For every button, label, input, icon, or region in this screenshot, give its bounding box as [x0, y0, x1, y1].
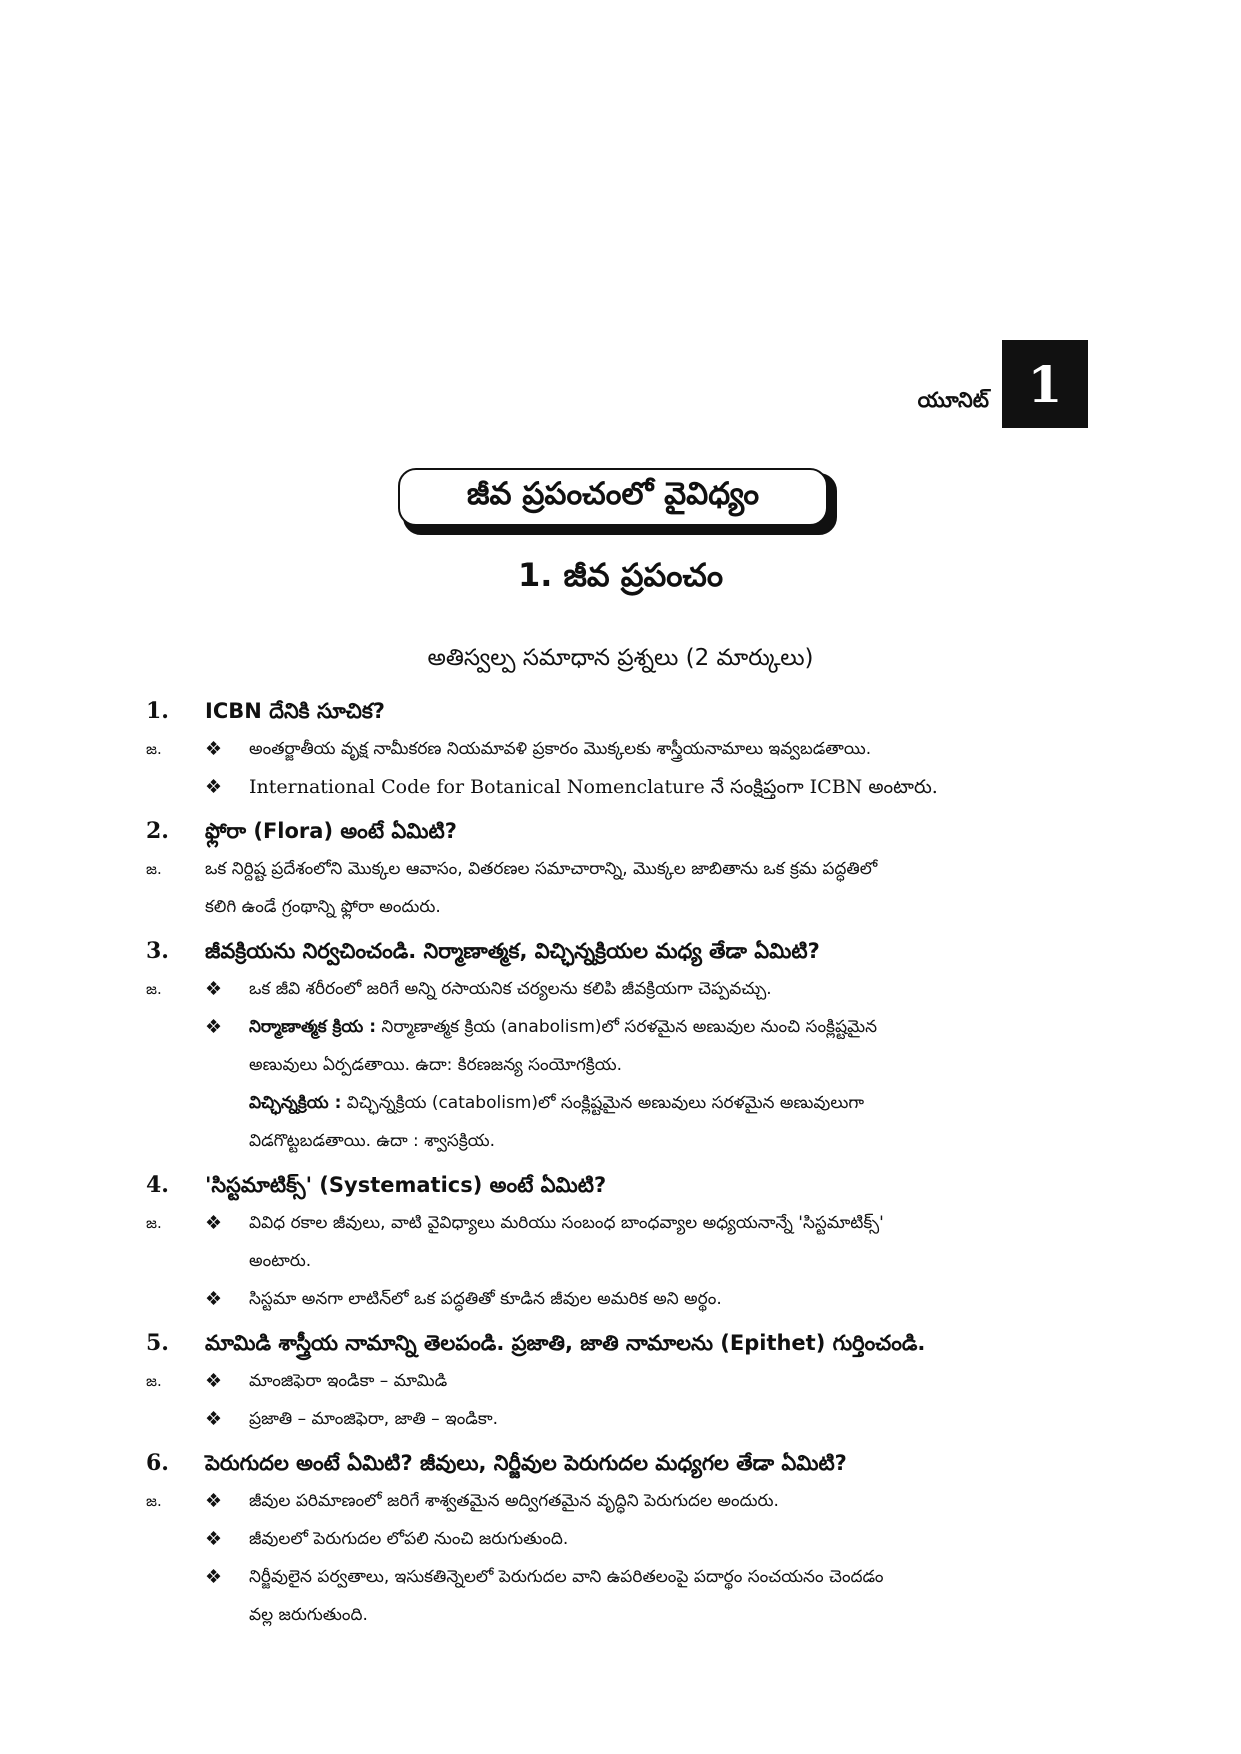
- answer-bullet: [146, 1558, 1088, 1596]
- question-text: మామిడి శాస్త్రీయ నామాన్ని తెలపండి. ప్రజాతి, జాతి నామాలను (Epithet) గుర్తించండి.: [205, 1331, 926, 1355]
- unit-number-box: 1: [1002, 340, 1088, 428]
- answer-text: అంటారు.: [249, 1251, 312, 1271]
- question-number: 4.: [146, 1172, 169, 1198]
- answer-text: కలిగి ఉండే గ్రంథాన్ని ఫ్లోరా అందురు.: [205, 897, 441, 917]
- answer-label: జ.: [146, 980, 162, 998]
- bullet-icon: ❖: [205, 1528, 223, 1550]
- question-5: [146, 1324, 1088, 1362]
- title-banner: [398, 468, 838, 532]
- bullet-icon: ❖: [205, 1408, 223, 1430]
- question-3: [146, 932, 1088, 970]
- question-text: 'సిస్టమాటిక్స్' (Systematics) అంటే ఏమిటి?: [205, 1173, 607, 1197]
- question-text: పెరుగుదల అంటే ఏమిటి? జీవులు, నిర్జీవుల పెరుగుదల మధ్యగల తేడా ఏమిటి?: [205, 1451, 847, 1475]
- answer-label: జ.: [146, 1214, 162, 1232]
- section-heading: అతిస్వల్ప సమాధాన ప్రశ్నలు (2 మార్కులు): [427, 645, 814, 671]
- answer-text: ఒక నిర్దిష్ట ప్రదేశంలోని మొక్కల ఆవాసం, వితరణల సమాచారాన్ని, మొక్కల జాబితాను ఒక క్రమ పద్ధతిలో: [205, 859, 878, 879]
- bullet-icon: ❖: [205, 776, 223, 798]
- answer-text: [249, 1008, 1088, 1046]
- question-number: 3.: [146, 938, 169, 964]
- answer-bullet: [146, 970, 1088, 1008]
- answer-bullet: [146, 1008, 1088, 1046]
- question-number: 6.: [146, 1450, 169, 1476]
- answer-line: [146, 888, 1088, 926]
- bullet-icon: ❖: [205, 1016, 223, 1038]
- term-catabolism: విచ్ఛిన్నక్రియ :: [249, 1093, 342, 1113]
- bullet-icon: ❖: [205, 1212, 223, 1234]
- answer-line: [146, 850, 1088, 888]
- answer-continuation: [146, 1596, 1088, 1634]
- answer-text: అణువులు ఏర్పడతాయి. ఉదా: కిరణజన్య సంయోగక్రియ.: [249, 1055, 623, 1075]
- question-list: [146, 686, 1088, 1634]
- question-6: [146, 1444, 1088, 1482]
- answer-text: మాంజిఫెరా ఇండికా – మామిడి: [249, 1371, 448, 1391]
- answer-bullet: [146, 1520, 1088, 1558]
- bullet-icon: ❖: [205, 738, 223, 760]
- answer-continuation: [146, 1122, 1088, 1160]
- answer-text: [249, 1084, 1088, 1122]
- answer-text: విడగొట్టబడతాయి. ఉదా : శ్వాసక్రియ.: [249, 1131, 496, 1151]
- bullet-icon: ❖: [205, 978, 223, 1000]
- answer-text: International Code for Botanical Nomenclature నే సంక్షిప్తంగా ICBN అంటారు.: [249, 776, 938, 798]
- answer-label: జ.: [146, 740, 162, 758]
- question-number: 1.: [146, 698, 169, 724]
- answer-bullet: [146, 1204, 1088, 1242]
- answer-bullet: [146, 1280, 1088, 1318]
- bullet-icon: ❖: [205, 1566, 223, 1588]
- answer-label: జ.: [146, 1492, 162, 1510]
- answer-text: జీవులలో పెరుగుదల లోపలి నుంచి జరుగుతుంది.: [249, 1529, 569, 1549]
- answer-text: నిర్జీవులైన పర్వతాలు, ఇసుకతిన్నెలలో పెరుగుదల వాని ఉపరితలంపై పదార్థం సంచయనం చెందడం: [249, 1567, 884, 1587]
- bullet-icon: ❖: [205, 1370, 223, 1392]
- question-text: ICBN దేనికి సూచిక?: [205, 699, 385, 723]
- chapter-heading: 1. జీవ ప్రపంచం: [517, 556, 724, 594]
- answer-text: ప్రజాతి – మాంజిఫెరా, జాతి – ఇండికా.: [249, 1409, 499, 1429]
- answer-text: ఒక జీవి శరీరంలో జరిగే అన్ని రసాయనిక చర్యలను కలిపి జీవక్రియగా చెప్పవచ్చు.: [249, 979, 772, 999]
- question-text: ఫ్లోరా (Flora) అంటే ఏమిటి?: [205, 819, 457, 843]
- term-anabolism: నిర్మాణాత్మక క్రియ :: [249, 1017, 377, 1037]
- question-number: 5.: [146, 1330, 169, 1356]
- question-4: [146, 1166, 1088, 1204]
- page-title: జీవ ప్రపంచంలో వైవిధ్యం: [398, 468, 828, 526]
- answer-text: జీవుల పరిమాణంలో జరిగే శాశ్వతమైన అద్విగతమైన వృద్ధిని పెరుగుదల అందురు.: [249, 1491, 779, 1511]
- answer-bullet: [146, 768, 1088, 806]
- answer-text: వివిధ రకాల జీవులు, వాటి వైవిధ్యాలు మరియు సంబంధ బాంధవ్యాల అధ్యయనాన్నే 'సిస్టమాటిక్స్': [249, 1213, 884, 1233]
- question-text: జీవక్రియను నిర్వచించండి. నిర్మాణాత్మక, విచ్ఛిన్నక్రియల మధ్య తేడా ఏమిటి?: [205, 939, 820, 963]
- answer-bullet: [146, 1400, 1088, 1438]
- bullet-icon: ❖: [205, 1288, 223, 1310]
- answer-continuation: [146, 1242, 1088, 1280]
- answer-text: అంతర్జాతీయ వృక్ష నామీకరణ నియమావళి ప్రకారం మొక్కలకు శాస్త్రీయనామాలు ఇవ్వబడతాయి.: [249, 739, 872, 759]
- answer-bullet: [146, 1482, 1088, 1520]
- answer-label: జ.: [146, 1372, 162, 1390]
- answer-continuation: [146, 1046, 1088, 1084]
- question-2: [146, 812, 1088, 850]
- answer-text: సిస్టమా అనగా లాటిన్‌లో ఒక పద్ధతితో కూడిన జీవుల అమరిక అని అర్థం.: [249, 1289, 722, 1309]
- catabolism-definition: విచ్ఛిన్నక్రియ (catabolism)లో సంక్లిష్టమైన అణువులు సరళమైన అణువులుగా: [346, 1093, 864, 1113]
- answer-text: వల్ల జరుగుతుంది.: [249, 1605, 368, 1625]
- answer-label: జ.: [146, 860, 162, 878]
- anabolism-definition: నిర్మాణాత్మక క్రియ (anabolism)లో సరళమైన అణువుల నుంచి సంక్లిష్టమైన: [381, 1017, 878, 1037]
- answer-bullet: [146, 730, 1088, 768]
- answer-bullet: [146, 1362, 1088, 1400]
- answer-continuation: [146, 1084, 1088, 1122]
- unit-label: యూనిట్: [917, 388, 989, 412]
- question-1: [146, 692, 1088, 730]
- bullet-icon: ❖: [205, 1490, 223, 1512]
- question-number: 2.: [146, 818, 169, 844]
